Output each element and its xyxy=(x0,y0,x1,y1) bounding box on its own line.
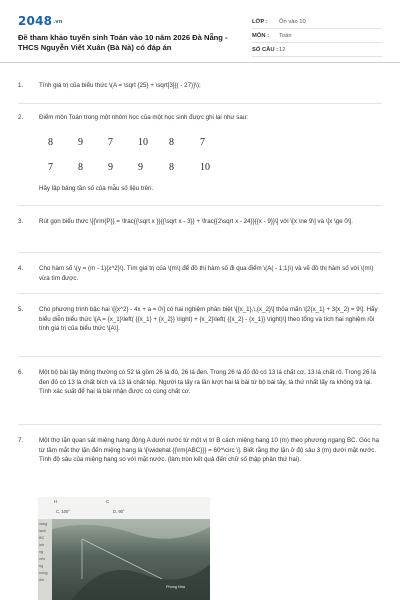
meta-key: SỐ CÂU : xyxy=(252,46,279,53)
question-text: Hãy lập bảng tần số của mẫu số liệu trên. xyxy=(39,185,154,192)
question-number: 4. xyxy=(18,265,24,272)
score-value: 10 xyxy=(200,162,210,173)
question-number: 7. xyxy=(18,437,24,444)
logo-tld: .vn xyxy=(53,18,63,25)
question-1 xyxy=(18,81,382,91)
figure-label-d-angle: D. 90° xyxy=(113,509,125,514)
question-number: 1. xyxy=(18,82,24,89)
divider xyxy=(18,252,382,253)
question-number: 6. xyxy=(18,369,24,376)
divider xyxy=(18,205,382,206)
worksheet-meta xyxy=(252,15,382,57)
worksheet-title: Đề tham khảo tuyển sinh Toán vào 10 năm 2026 Đà Nẵng - THCS Nguyễn Viết Xuân (Bà Nà) có đáp án xyxy=(18,33,228,52)
question-6 xyxy=(18,368,382,397)
figure-caption: Phong Nha xyxy=(166,585,185,589)
figure-label-c: C xyxy=(106,499,110,504)
meta-value: 12 xyxy=(279,46,286,53)
logo-text: 2048 xyxy=(18,14,53,28)
meta-row-class xyxy=(252,15,382,29)
cave-illustration xyxy=(52,519,210,600)
figure-side-text: xến xyxy=(39,557,46,561)
score-value: 10 xyxy=(138,137,148,148)
score-value: 8 xyxy=(169,137,174,148)
figure-side-text: nóng xyxy=(39,571,48,575)
divider xyxy=(18,424,382,425)
question-5 xyxy=(18,305,382,334)
cave-diagram-image xyxy=(38,497,210,600)
question-number: 2. xyxy=(18,114,24,121)
question-text: Điểm môn Toán trong một nhóm học của một học sinh được ghi lại như sau: xyxy=(39,114,248,121)
site-logo[interactable] xyxy=(18,14,63,28)
meta-key: MÔN : xyxy=(252,32,270,39)
figure-side-text: BC xyxy=(39,536,45,540)
question-text: Một bộ bài tây thông thường có 52 lá gồm 26 lá đỏ, 26 lá đen. Trong 26 lá đỏ đỏ có 13 lá chất cơ, 13 lá chất rô. Trong 26 lá đen đỏ có 13 lá chất bích và 13 lá chất tép. Người ta lấy ra lần lượt hai lá bài từ bộ bài tây, lá thứ nhất lấy ra không trả lại. Tính xác suất để hai lá bài nhận được có cùng chất cơ. xyxy=(39,369,376,396)
divider xyxy=(18,103,382,104)
divider xyxy=(18,356,382,357)
question-2 xyxy=(18,113,382,123)
score-value: 7 xyxy=(48,162,53,173)
meta-value: Toán xyxy=(279,32,292,39)
question-text: Một thợ lặn quan sát miệng hang động A dưới nước từ một vị trí B cách miệng hang 10 (m) theo phương ngang BC. Góc hạ từ tầm mắt thợ lặn đến miệng hang là \[\widehat {{\rm{ABC}}} = 60^\circ \]. Biết rằng thợ lặn ở độ sâu 3 (m) dưới mặt nước. Tính độ sâu của miệng hang so với mặt nước. (làm tròn kết quả đến chữ số thập phân thứ hai). xyxy=(39,437,379,464)
question-text: Cho hàm số \(y = (m - 1){x^2}\). Tìm giá trị của \(m\) để đồ thị hàm số đi qua điểm \(A( - 1;1)\) và vẽ đồ thị hàm số với \(m\) vừa tìm được. xyxy=(39,265,374,282)
question-text: Tính giá trị của biểu thức \(A = \sqrt {25} + \sqrt[3]{( - 27)}\); xyxy=(39,82,201,89)
figure-sky xyxy=(38,497,210,519)
figure-side-text: vàng xyxy=(39,522,48,526)
meta-value: Ôn vào 10 xyxy=(279,18,306,25)
figure-side-text: ịnh xyxy=(39,543,45,547)
score-value: 9 xyxy=(108,162,113,173)
question-number: 5. xyxy=(18,306,24,313)
score-value: 8 xyxy=(78,162,83,173)
question-text: Rút gọn biểu thức \[{\rm{P}} = \frac{{\sqrt x }}{{\sqrt x - 3}} + \frac{{2\sqrt x - 24}}{{x - 9}}\] với \[x \ne 9\] và \[x \ge 0\]. xyxy=(39,218,353,225)
figure-label-c-angle: C. 100° xyxy=(56,509,71,514)
divider xyxy=(18,293,382,294)
score-value: 7 xyxy=(108,137,113,148)
score-value: 7 xyxy=(200,137,205,148)
figure-side-text: ng xyxy=(39,550,44,554)
question-number: 3. xyxy=(18,218,24,225)
meta-row-subject xyxy=(252,29,382,43)
question-text: Cho phương trình bậc hai \[{x^2} - 4x + a = 0\] có hai nghiệm phân biệt \[{x_1},\,{x_2}\] thỏa mãn \[2{x_1} + 3{x_2} = 9\]. Hãy biểu diễn biểu thức \[A = {x_1}\left( {{x_1} + {x_2}} \right) + {x_2}\left( {{x_2} - {x_1}} \right)\] theo tổng và tích hai nghiệm rồi tính giá trị của biểu thức \[A\]. xyxy=(39,306,378,333)
score-value: 8 xyxy=(48,137,53,148)
question-7 xyxy=(18,436,382,465)
meta-row-count xyxy=(252,43,382,57)
figure-side-text: ng xyxy=(39,564,44,568)
figure-side-text: lách xyxy=(39,529,46,533)
question-4 xyxy=(18,264,382,283)
question-3 xyxy=(18,217,382,227)
figure-side-text: ốm xyxy=(39,578,45,582)
score-value: 9 xyxy=(138,162,143,173)
meta-key: LỚP : xyxy=(252,18,268,25)
score-value: 8 xyxy=(169,162,174,173)
score-value: 9 xyxy=(78,137,83,148)
worksheet-header xyxy=(0,0,400,63)
figure-label-h: H xyxy=(54,499,58,504)
cave-photo xyxy=(52,519,210,600)
question-2-followup xyxy=(18,184,382,194)
